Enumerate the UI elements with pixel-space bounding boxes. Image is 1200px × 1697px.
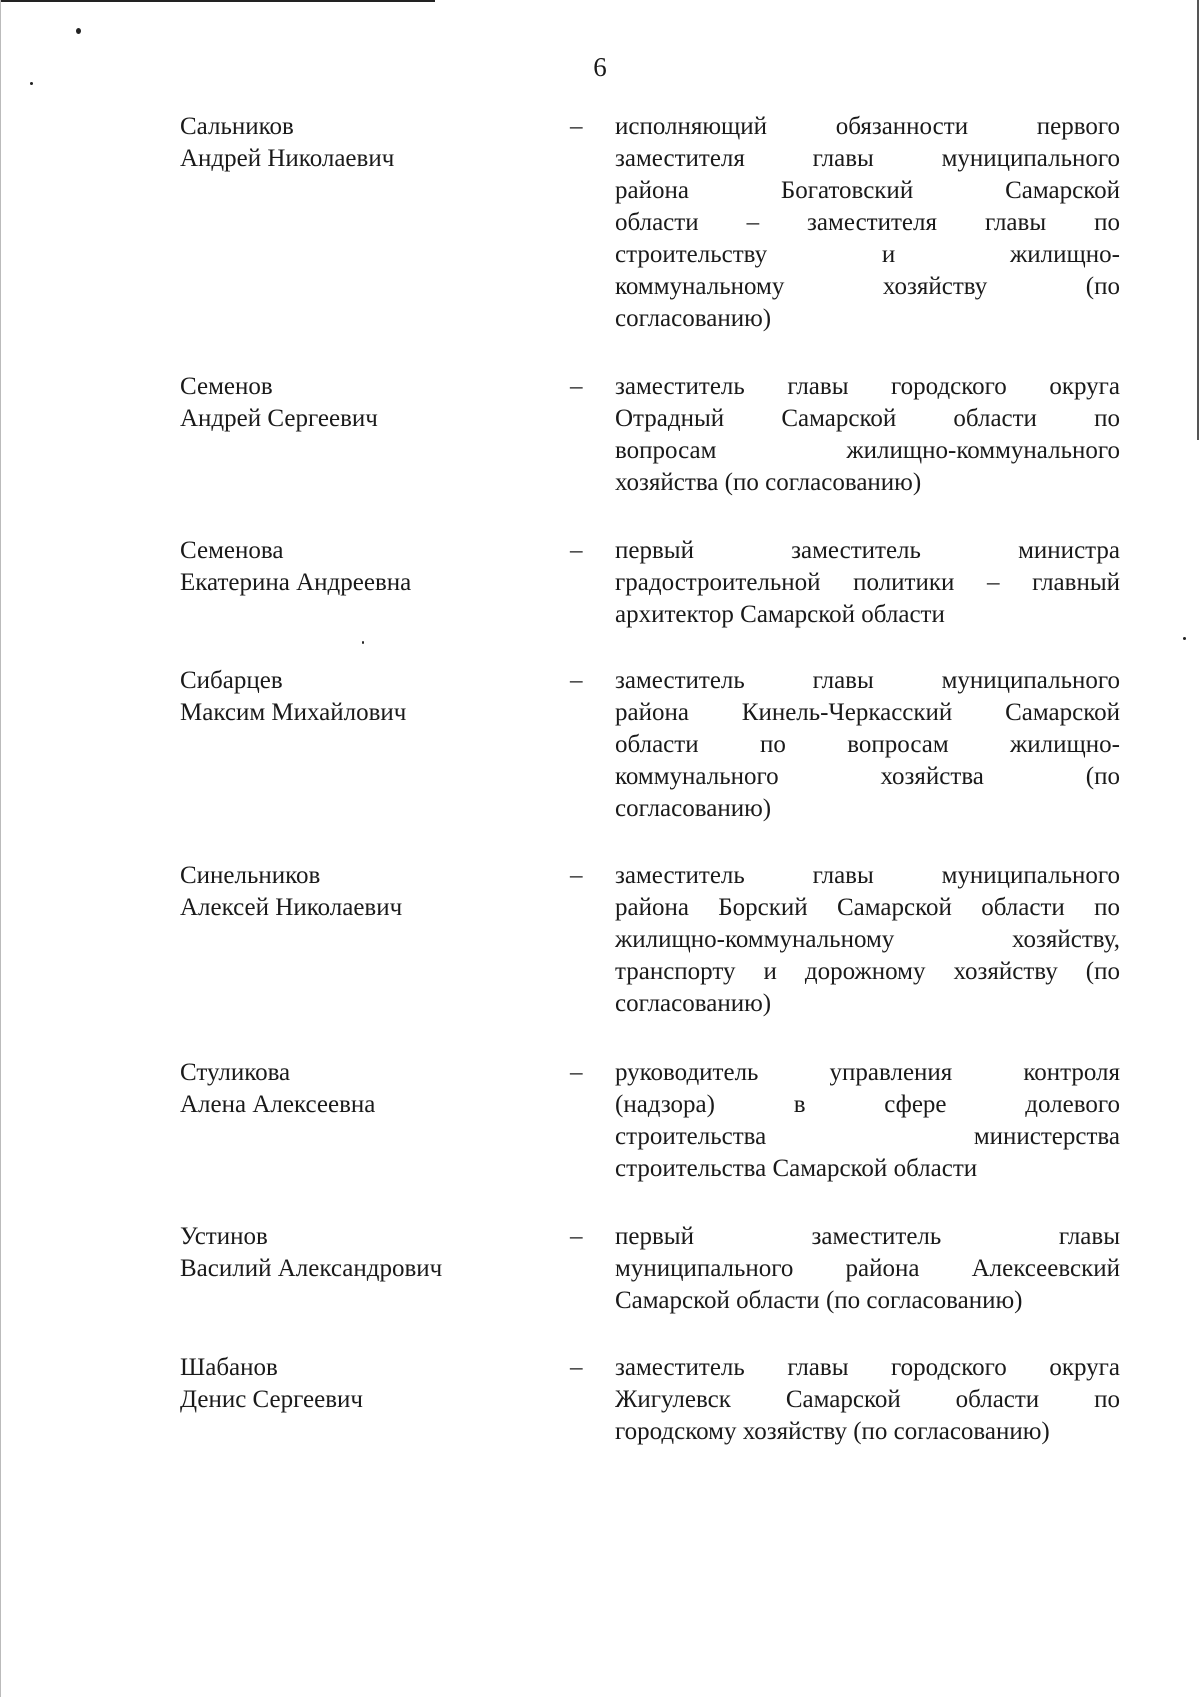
member-position bbox=[615, 535, 1120, 631]
member-name bbox=[180, 371, 378, 435]
member-surname: Устинов bbox=[180, 1223, 268, 1250]
separator-dash: – bbox=[570, 1059, 583, 1086]
member-name bbox=[180, 1352, 363, 1416]
member-surname: Семенов bbox=[180, 373, 273, 400]
member-surname: Сибарцев bbox=[180, 667, 283, 694]
member-name bbox=[180, 111, 394, 175]
separator-dash: – bbox=[570, 862, 583, 889]
member-given-names: Андрей Николаевич bbox=[180, 145, 395, 172]
member-name bbox=[180, 665, 406, 729]
position-line: строительства Самарской области bbox=[615, 1155, 978, 1182]
scan-speck bbox=[76, 28, 81, 34]
member-given-names: Максим Михайлович bbox=[180, 699, 407, 726]
member-position bbox=[615, 111, 1120, 335]
position-line: области по вопросам жилищно- bbox=[615, 731, 1120, 758]
member-surname: Синельников bbox=[180, 862, 321, 889]
position-line: градостроительной политики – главный bbox=[615, 569, 1120, 596]
member-name bbox=[180, 1221, 442, 1285]
member-position bbox=[615, 371, 1120, 499]
position-line: городскому хозяйству (по согласованию) bbox=[615, 1418, 1050, 1445]
member-name bbox=[180, 860, 402, 924]
separator-dash: – bbox=[570, 1223, 583, 1250]
position-line: руководитель управления контроля bbox=[615, 1059, 1120, 1086]
member-surname: Семенова bbox=[180, 537, 284, 564]
position-line: муниципального района Алексеевский bbox=[615, 1255, 1120, 1282]
position-line: заместителя главы муниципального bbox=[615, 145, 1120, 172]
position-line: заместитель главы муниципального bbox=[615, 667, 1120, 694]
member-name bbox=[180, 535, 411, 599]
separator-dash: – bbox=[570, 537, 583, 564]
member-surname: Стуликова bbox=[180, 1059, 291, 1086]
separator-dash: – bbox=[570, 667, 583, 694]
position-line: первый заместитель министра bbox=[615, 537, 1120, 564]
position-line: хозяйства (по согласованию) bbox=[615, 469, 922, 496]
page-number: 6 bbox=[593, 52, 607, 82]
position-line: коммунальному хозяйству (по bbox=[615, 273, 1120, 300]
member-position bbox=[615, 860, 1120, 1020]
position-line: коммунального хозяйства (по bbox=[615, 763, 1120, 790]
member-given-names: Екатерина Андреевна bbox=[180, 569, 412, 596]
position-line: согласованию) bbox=[615, 305, 772, 332]
member-given-names: Алексей Николаевич bbox=[180, 894, 403, 921]
position-line: жилищно-коммунальному хозяйству, bbox=[615, 926, 1120, 953]
scan-border-left bbox=[0, 0, 1, 1697]
member-position bbox=[615, 1352, 1120, 1448]
position-line: строительству и жилищно- bbox=[615, 241, 1120, 268]
separator-dash: – bbox=[570, 1354, 583, 1381]
member-surname: Сальников bbox=[180, 113, 294, 140]
member-given-names: Денис Сергеевич bbox=[180, 1386, 364, 1413]
position-line: вопросам жилищно-коммунального bbox=[615, 437, 1120, 464]
position-line: согласованию) bbox=[615, 990, 772, 1017]
position-line: области – заместителя главы по bbox=[615, 209, 1120, 236]
member-name bbox=[180, 1057, 375, 1121]
position-line: района Борский Самарской области по bbox=[615, 894, 1120, 921]
member-given-names: Андрей Сергеевич bbox=[180, 405, 378, 432]
position-line: (надзора) в сфере долевого bbox=[615, 1091, 1120, 1118]
position-line: района Богатовский Самарской bbox=[615, 177, 1120, 204]
member-position bbox=[615, 1221, 1120, 1317]
position-line: района Кинель-Черкасский Самарской bbox=[615, 699, 1120, 726]
scan-speck bbox=[1183, 637, 1186, 640]
position-line: транспорту и дорожному хозяйству (по bbox=[615, 958, 1120, 985]
separator-dash: – bbox=[570, 113, 583, 140]
member-surname: Шабанов bbox=[180, 1354, 278, 1381]
member-given-names: Алена Алексеевна bbox=[180, 1091, 376, 1118]
position-line: строительства министерства bbox=[615, 1123, 1120, 1150]
position-line: заместитель главы муниципального bbox=[615, 862, 1120, 889]
position-line: согласованию) bbox=[615, 795, 772, 822]
scan-speck bbox=[362, 641, 364, 644]
position-line: первый заместитель главы bbox=[615, 1223, 1120, 1250]
scan-border-top bbox=[0, 0, 435, 2]
position-line: Самарской области (по согласованию) bbox=[615, 1287, 1023, 1314]
position-line: заместитель главы городского округа bbox=[615, 1354, 1120, 1381]
member-given-names: Василий Александрович bbox=[180, 1255, 443, 1282]
position-line: Отрадный Самарской области по bbox=[615, 405, 1120, 432]
member-position bbox=[615, 665, 1120, 825]
separator-dash: – bbox=[570, 373, 583, 400]
position-line: заместитель главы городского округа bbox=[615, 373, 1120, 400]
position-line: исполняющий обязанности первого bbox=[615, 113, 1120, 140]
position-line: Жигулевск Самарской области по bbox=[615, 1386, 1120, 1413]
member-position bbox=[615, 1057, 1120, 1185]
position-line: архитектор Самарской области bbox=[615, 601, 945, 628]
